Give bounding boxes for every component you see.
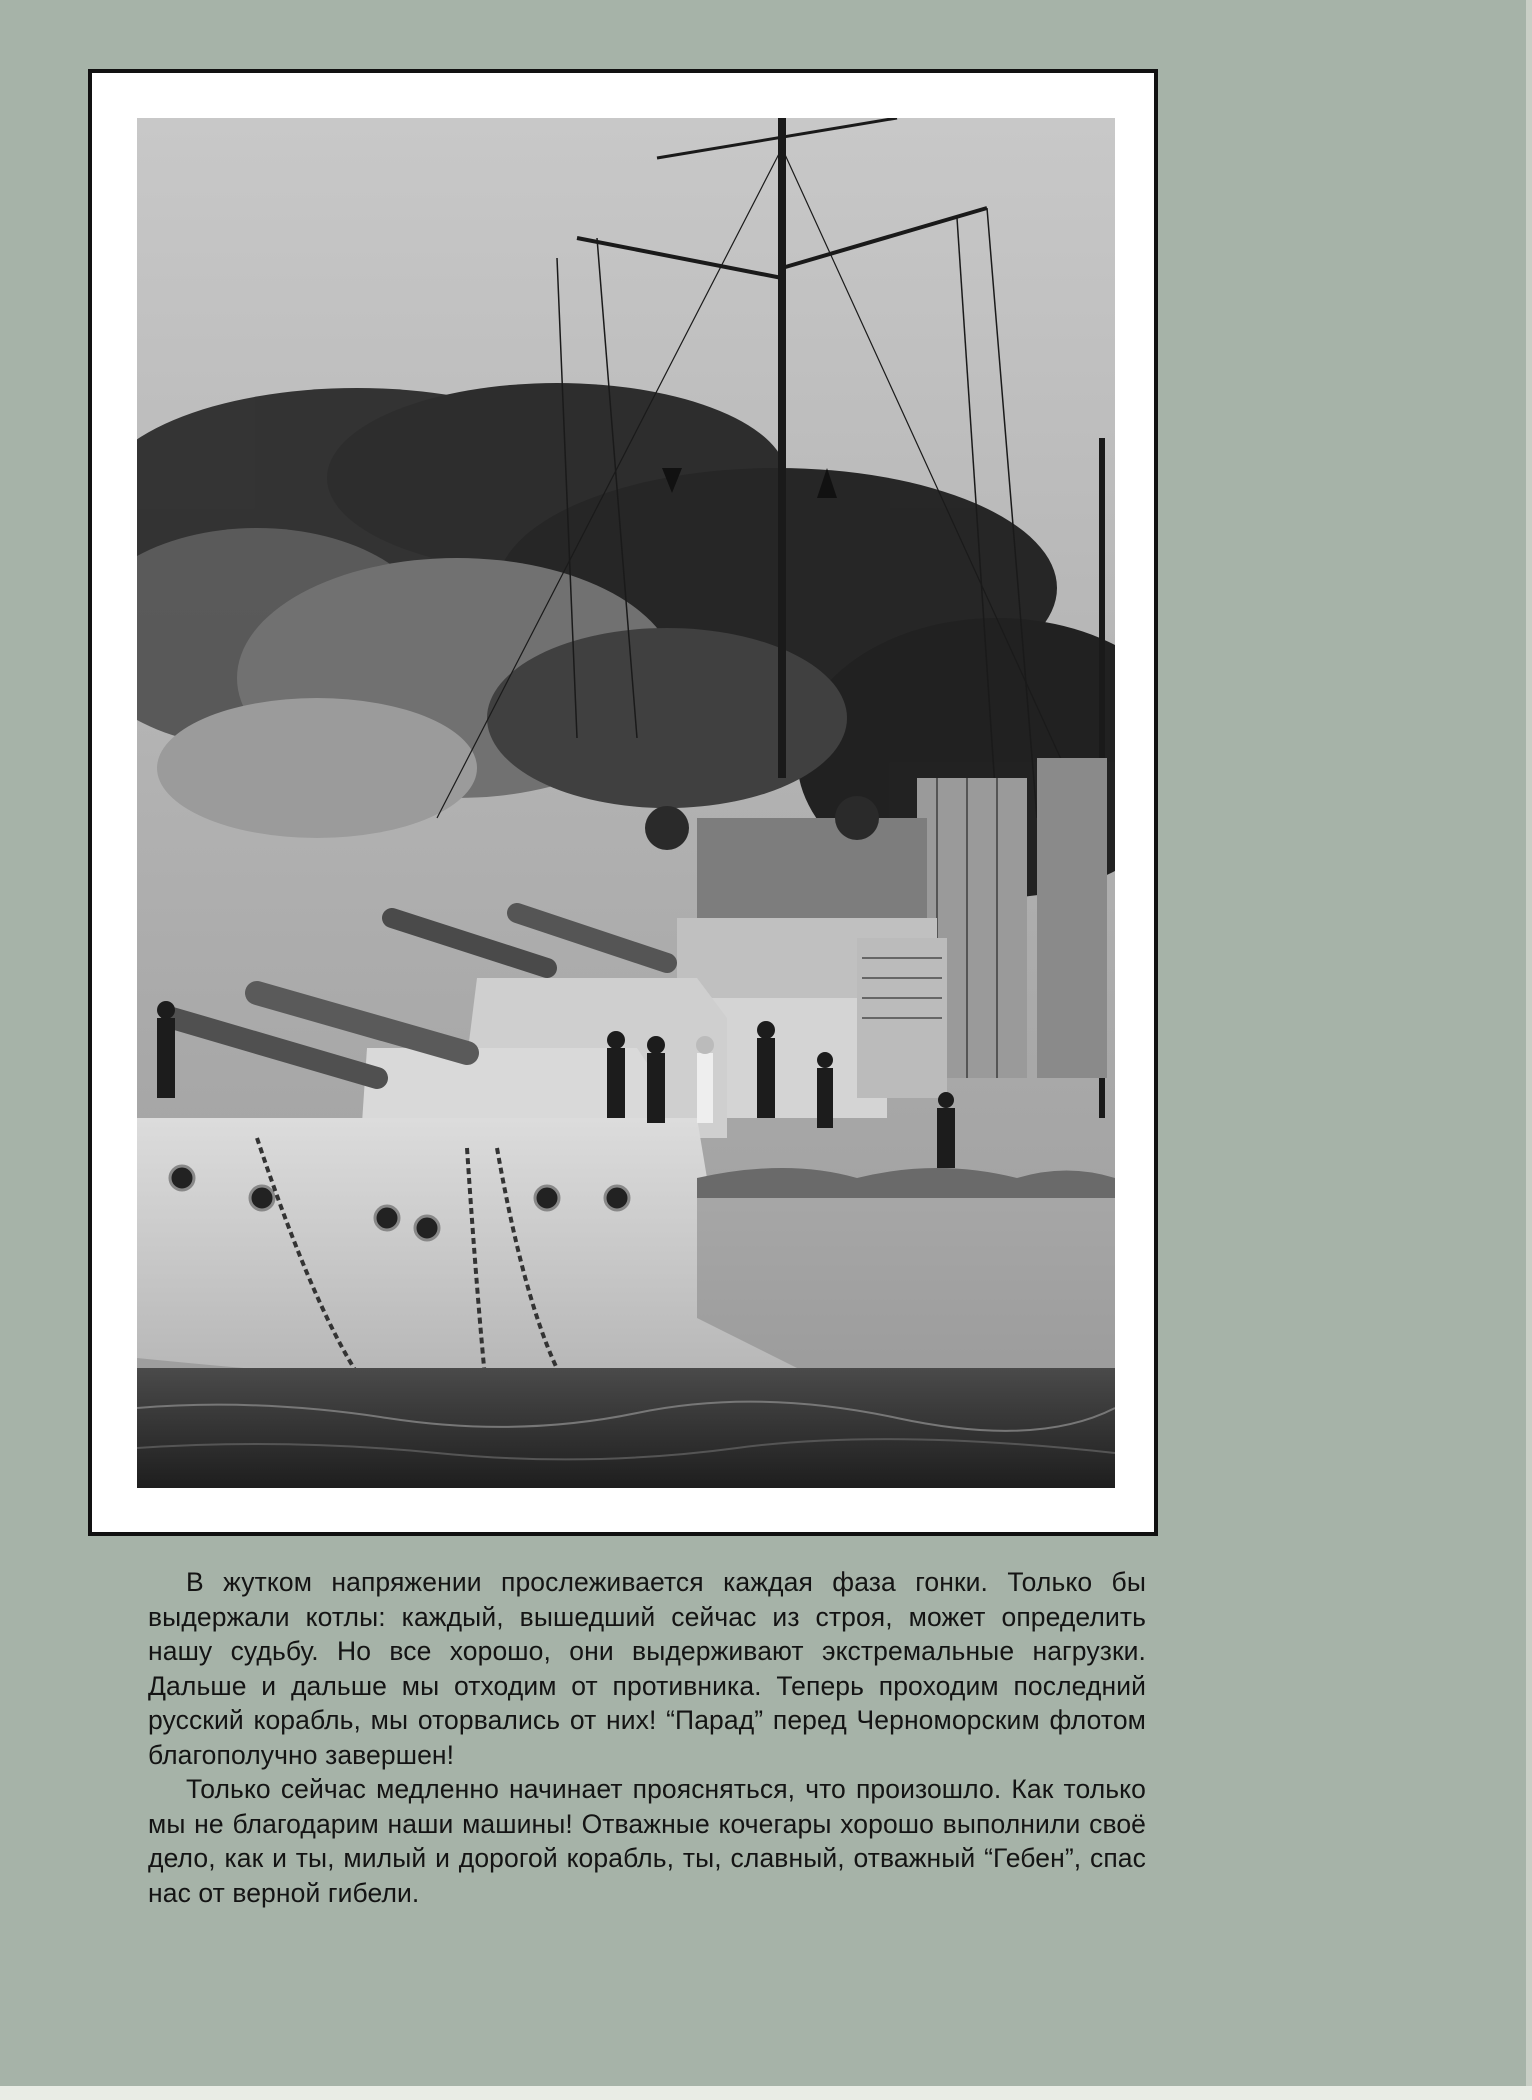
caption-paragraph-2: Только сейчас медленно начинает проясняться, что произошло. Как только мы не благодарим наши машины! Отважные кочегары хорошо выполнили своё дело, как и ты, милый и дорогой корабль, ты, славный, отважный “Гебен”, спас нас от верной гибели. <box>148 1774 1146 1908</box>
caption-text <box>148 1565 1146 1910</box>
ship-illustration <box>137 118 1115 1488</box>
torpedo-netting <box>697 1168 1115 1198</box>
caption-paragraph-1: В жутком напряжении прослеживается каждая фаза гонки. Только бы выдержали котлы: каждый, вышедший сейчас из строя, может определить нашу судьбу. Но все хорошо, они выдерживают экстремальные нагрузки. Дальше и дальше мы отходим от противника. Теперь проходим последний русский корабль, мы оторвались от них! “Парад” перед Черноморским флотом благополучно завершен! <box>148 1567 1146 1770</box>
page-edge-shadow <box>1526 0 1532 2100</box>
page-bottom-edge <box>0 2086 1532 2100</box>
sea-water <box>137 1368 1115 1488</box>
ship-photograph <box>137 118 1115 1488</box>
photo-frame <box>88 69 1158 1536</box>
